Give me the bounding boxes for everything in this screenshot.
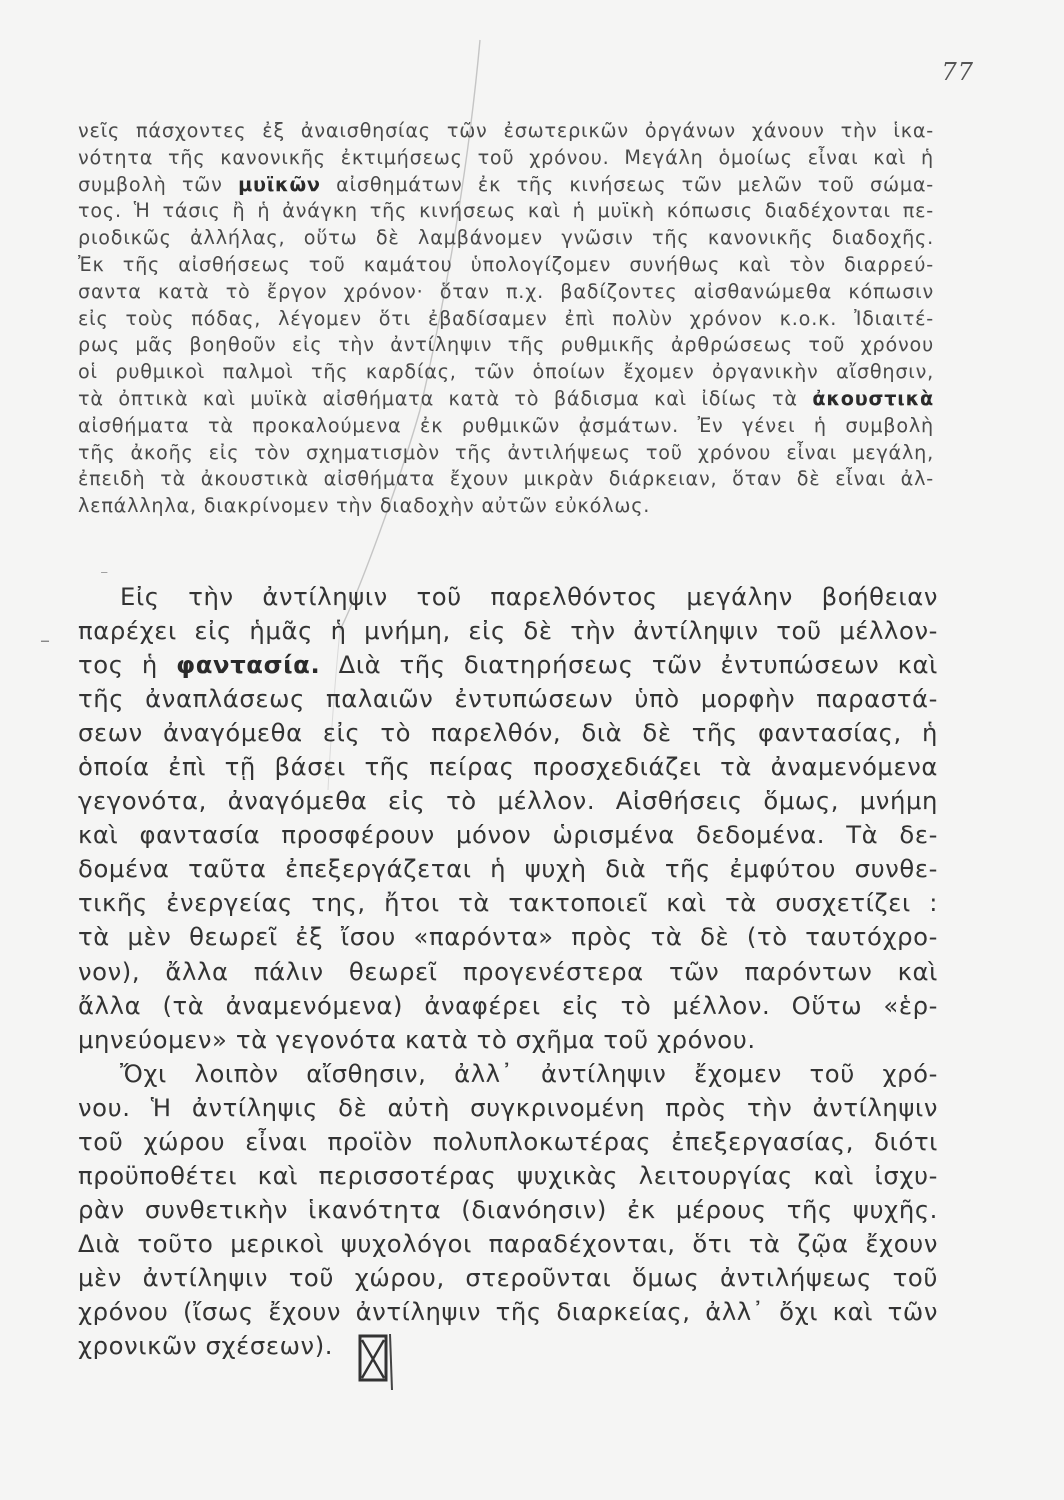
text-line <box>78 1227 938 1261</box>
text-line <box>78 306 934 333</box>
emphasized-term: ἀκουστικὰ <box>812 386 934 410</box>
paragraph <box>78 580 938 1057</box>
text-segment: Διὰ τῆς διατηρήσεως τῶν ἐντυπώσεων καὶ <box>320 650 938 680</box>
text-line <box>78 920 938 954</box>
text-segment: νου. Ἡ ἀντίληψις δὲ αὐτὴ συγκρινομένη πρὸς τὴν ἀντίληψιν <box>78 1092 938 1122</box>
text-line <box>78 682 938 716</box>
paragraph <box>78 1057 938 1363</box>
text-line <box>78 1091 938 1125</box>
margin-dash-mark: – <box>40 628 50 652</box>
page-number: 77 <box>941 58 974 86</box>
text-segment: ἐπειδὴ τὰ ἀκουστικὰ αἰσθήματα ἔχουν μικρὰν διάρκειαν, ὅταν δὲ εἶναι ἀλ- <box>78 467 934 491</box>
text-segment: Εἰς τὴν ἀντίληψιν τοῦ παρελθόντος μεγάλην βοήθειαν <box>120 582 938 611</box>
text-segment: μὲν ἀντίληψιν τοῦ χώρου, στεροῦνται ὅμως ἀντιλήψεως τοῦ <box>78 1262 938 1292</box>
ink-stamp-mark <box>354 1330 414 1390</box>
text-segment: προϋποθέτει καὶ περισσοτέρας ψυχικὰς λειτουργίας καὶ ἰσχυ- <box>78 1160 938 1190</box>
text-line <box>78 989 938 1023</box>
text-line <box>78 955 938 989</box>
text-line <box>78 580 938 614</box>
text-line <box>78 648 938 682</box>
text-line <box>78 614 938 648</box>
text-line <box>78 1261 938 1295</box>
text-line <box>78 118 934 145</box>
text-line <box>78 1057 938 1091</box>
text-segment: τῆς ἀναπλάσεως παλαιῶν ἐντυπώσεων ὑπὸ μορφὴν παραστά- <box>78 684 938 714</box>
text-line <box>78 1023 938 1057</box>
text-line <box>78 145 934 172</box>
text-segment: νότητα τῆς κανονικῆς ἐκτιμήσεως τοῦ χρόνου. Μεγάλη ὁμοίως εἶναι καὶ ἡ <box>78 145 934 169</box>
text-segment: ριοδικῶς ἀλλήλας, οὕτω δὲ λαμβάνομεν γνῶσιν τῆς κανονικῆς διαδοχῆς. <box>78 226 934 250</box>
emphasized-term: φαντασία. <box>176 650 321 680</box>
text-line <box>78 1125 938 1159</box>
text-segment: οἱ ρυθμικοὶ παλμοὶ τῆς καρδίας, τῶν ὁποίων ἔχομεν ὀργανικὴν αἴσθησιν, <box>78 360 934 384</box>
text-segment: νον), ἄλλα πάλιν θεωρεῖ προγενέστερα τῶν παρόντων καὶ <box>78 956 938 986</box>
text-line <box>78 1329 938 1363</box>
text-segment: Ἐκ τῆς αἰσθήσεως τοῦ καμάτου ὑπολογίζομεν συνήθως καὶ τὸν διαρρεύ- <box>78 252 934 276</box>
text-segment: σαντα κατὰ τὸ ἔργον χρόνον· ὅταν π.χ. βαδίζοντες αἰσθανώμεθα κόπωσιν <box>78 279 934 303</box>
text-segment: γεγονότα, ἀναγόμεθα εἰς τὸ μέλλον. Αἰσθήσεις ὅμως, μνήμη <box>78 786 938 816</box>
text-segment: τος. Ἡ τάσις ἢ ἡ ἀνάγκη τῆς κινήσεως καὶ ἡ μυϊκὴ κόπωσις διαδέχονται πε- <box>78 199 934 223</box>
text-line <box>78 332 934 359</box>
text-segment: αἰσθήματα τὰ προκαλούμενα ἐκ ρυθμικῶν ᾀσμάτων. Ἐν γένει ἡ συμβολὴ <box>78 413 934 437</box>
text-segment: δομένα ταῦτα ἐπεξεργάζεται ἡ ψυχὴ διὰ τῆς ἐμφύτου συνθε- <box>78 854 938 884</box>
text-segment: ἄλλα (τὰ ἀναμενόμενα) ἀναφέρει εἰς τὸ μέλλον. Οὕτω «ἑρ- <box>78 990 938 1020</box>
text-segment: Ὄχι λοιπὸν αἴσθησιν, ἀλλ᾽ ἀντίληψιν ἔχομεν τοῦ χρό- <box>120 1058 938 1088</box>
text-segment: ὁποία ἐπὶ τῇ βάσει τῆς πείρας προσχεδιάζει τὰ ἀναμενόμενα <box>78 752 938 782</box>
text-line <box>78 198 934 225</box>
text-line <box>78 386 934 413</box>
text-segment: αἰσθημάτων ἐκ τῆς κινήσεως τῶν μελῶν τοῦ σώμα- <box>320 172 934 196</box>
text-segment: τος ἡ <box>78 650 177 680</box>
text-line <box>78 716 938 750</box>
text-line <box>78 886 938 920</box>
text-line <box>78 466 934 493</box>
text-line <box>78 252 934 279</box>
text-segment: εἰς τοὺς πόδας, λέγομεν ὅτι ἐβαδίσαμεν ἐπὶ πολὺν χρόνον κ.ο.κ. Ἰδιαιτέ- <box>78 306 934 330</box>
text-segment: τὰ μὲν θεωρεῖ ἐξ ἴσου «παρόντα» πρὸς τὰ δὲ (τὸ ταυτόχρο- <box>78 922 938 952</box>
text-segment: καὶ φαντασία προσφέρουν μόνον ὡρισμένα δεδομένα. Τὰ δε- <box>78 820 938 850</box>
text-line <box>78 818 938 852</box>
emphasized-term: μυϊκῶν <box>238 172 321 196</box>
text-segment: σεων ἀναγόμεθα εἰς τὸ παρελθόν, διὰ δὲ τῆς φαντασίας, ἡ <box>78 718 938 748</box>
text-segment: τοῦ χώρου εἶναι προϊὸν πολυπλοκωτέρας ἐπεξεργασίας, διότι <box>78 1126 938 1156</box>
text-segment: Διὰ τοῦτο μερικοὶ ψυχολόγοι παραδέχονται, ὅτι τὰ ζῷα ἔχουν <box>78 1228 938 1258</box>
text-line <box>78 279 934 306</box>
text-line <box>78 852 938 886</box>
text-segment: συμβολὴ τῶν <box>78 172 239 196</box>
margin-dash-mark: ⁻ <box>100 566 109 585</box>
text-segment: παρέχει εἰς ἡμᾶς ἡ μνήμη, εἰς δὲ τὴν ἀντίληψιν τοῦ μέλλον- <box>78 616 938 646</box>
text-segment: τῆς ἀκοῆς εἰς τὸν σχηματισμὸν τῆς ἀντιλήψεως τοῦ χρόνου εἶναι μεγάλη, <box>78 440 934 464</box>
text-segment: χρονικῶν σχέσεων). <box>78 1331 334 1361</box>
text-line <box>78 359 934 386</box>
text-line <box>78 493 934 520</box>
text-segment: ρως μᾶς βοηθοῦν εἰς τὴν ἀντίληψιν τῆς ρυθμικῆς ἀρθρώσεως τοῦ χρόνου <box>78 333 934 357</box>
text-line <box>78 1159 938 1193</box>
text-line <box>78 440 934 467</box>
text-segment: νεῖς πάσχοντες ἐξ ἀναισθησίας τῶν ἐσωτερικῶν ὀργάνων χάνουν τὴν ἱκα- <box>78 119 934 142</box>
text-line <box>78 784 938 818</box>
text-line <box>78 172 934 199</box>
text-segment: τὰ ὀπτικὰ καὶ μυϊκὰ αἰσθήματα κατὰ τὸ βάδισμα καὶ ἰδίως τὰ <box>78 386 813 410</box>
text-segment: τικῆς ἐνεργείας της, ἤτοι τὰ τακτοποιεῖ καὶ τὰ συσχετίζει : <box>78 888 938 918</box>
text-line <box>78 1295 938 1329</box>
text-line <box>78 750 938 784</box>
text-segment: χρόνου (ἴσως ἔχουν ἀντίληψιν τῆς διαρκείας, ἀλλ᾽ ὄχι καὶ τῶν <box>78 1296 938 1326</box>
text-line <box>78 225 934 252</box>
text-line <box>78 413 934 440</box>
text-line <box>78 1193 938 1227</box>
text-segment: μηνεύομεν» τὰ γεγονότα κατὰ τὸ σχῆμα τοῦ χρόνου. <box>78 1024 756 1054</box>
text-segment: ρὰν συνθετικὴν ἱκανότητα (διανόησιν) ἐκ μέρους τῆς ψυχῆς. <box>78 1194 938 1224</box>
text-segment: λεπάλληλα, διακρίνομεν τὴν διαδοχὴν αὐτῶν εὐκόλως. <box>78 494 651 518</box>
main-text <box>78 580 938 1363</box>
small-paragraph <box>78 118 934 520</box>
